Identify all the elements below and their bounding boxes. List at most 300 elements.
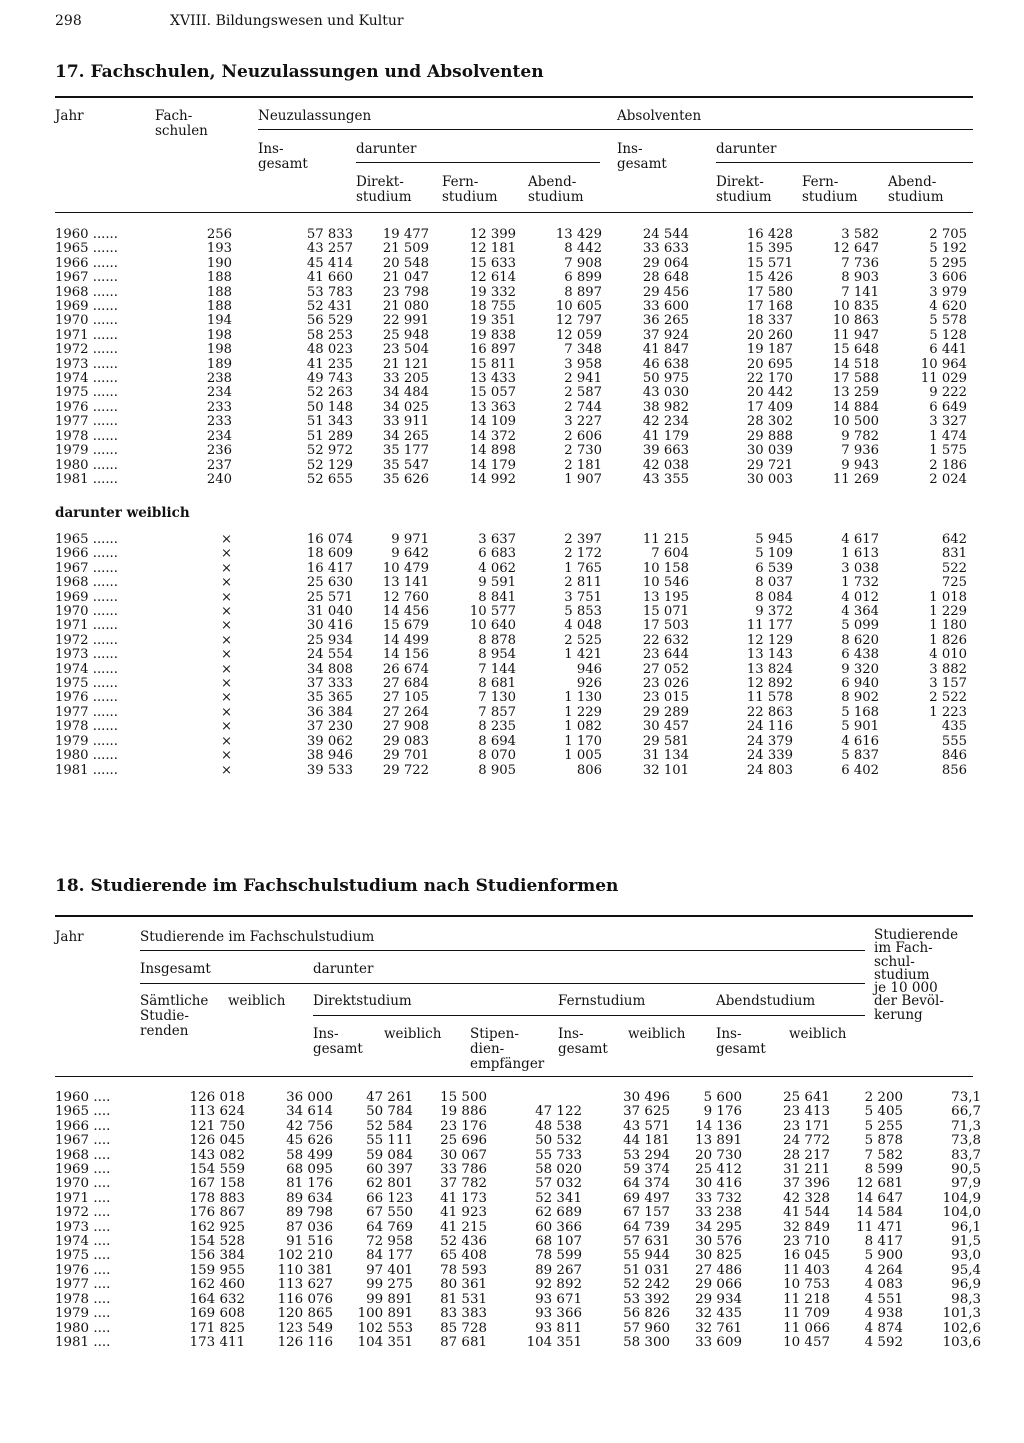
value-cell: 14 884 (832, 399, 879, 415)
table-row (55, 619, 967, 633)
year-cell: 1974 ...... (55, 661, 118, 677)
year-cell: 1967 ...... (55, 560, 118, 576)
year-cell: 1977 ...... (55, 704, 118, 720)
value-cell: 29 456 (642, 284, 689, 300)
value-cell: 33 633 (642, 241, 689, 257)
table-row (55, 401, 967, 415)
t17-h-absolventen: Absolventen (617, 108, 702, 124)
value-cell: 5 578 (929, 313, 967, 329)
value-cell: 22 991 (382, 313, 429, 329)
value-cell: 64 374 (623, 1176, 670, 1192)
value-cell: 5 192 (929, 241, 967, 257)
value-cell: 8 954 (478, 647, 516, 663)
value-cell: 78 593 (440, 1262, 487, 1278)
table-row (55, 358, 967, 372)
value-cell: 8 070 (478, 748, 516, 764)
value-cell: 99 275 (366, 1277, 413, 1293)
table-row (55, 634, 967, 648)
value-cell: × (220, 676, 232, 692)
value-cell: 39 663 (642, 443, 689, 459)
value-cell: 7 604 (651, 546, 689, 562)
table18-title: 18. Studierende im Fachschulstudium nach Studienformen (55, 876, 619, 896)
table-row (55, 386, 967, 400)
value-cell: 52 655 (306, 471, 353, 487)
value-cell: 846 (941, 748, 967, 764)
value-cell: 32 849 (783, 1219, 830, 1235)
table-row (55, 749, 967, 763)
value-cell: 102 210 (277, 1248, 333, 1264)
value-cell: 9 782 (841, 428, 879, 444)
value-cell: 39 533 (306, 762, 353, 778)
value-cell: 51 289 (306, 428, 353, 444)
year-cell: 1972 .... (55, 1205, 111, 1221)
value-cell: 110 381 (277, 1262, 333, 1278)
table-row (55, 706, 967, 720)
value-cell: × (220, 661, 232, 677)
value-cell: 1 018 (929, 589, 967, 605)
value-cell: 16 074 (306, 532, 353, 547)
value-cell: 89 798 (286, 1205, 333, 1221)
value-cell: 1 005 (564, 748, 602, 764)
value-cell: 16 428 (746, 227, 793, 242)
value-cell: 24 379 (746, 733, 793, 749)
year-cell: 1981 ...... (55, 762, 118, 778)
t18-h-direktstudium: Direktstudium (313, 993, 412, 1009)
value-cell: × (220, 704, 232, 720)
table-row (55, 1264, 981, 1278)
value-cell: 13 433 (469, 371, 516, 387)
table18-body (55, 1091, 981, 1350)
t18-h-abend-ins: Ins- gesamt (716, 1026, 766, 1057)
value-cell: 17 580 (746, 284, 793, 300)
value-cell: 41 544 (783, 1205, 830, 1221)
value-cell: 25 630 (306, 575, 353, 591)
value-cell: 24 803 (746, 762, 793, 778)
value-cell: 57 032 (535, 1176, 582, 1192)
value-cell: 113 627 (277, 1277, 333, 1293)
value-cell: 13 824 (746, 661, 793, 677)
value-cell: 64 769 (366, 1219, 413, 1235)
value-cell: 5 128 (929, 327, 967, 343)
t18-h-studierende: Studierende im Fachschulstudium (140, 929, 375, 945)
table-row (55, 1249, 981, 1263)
value-cell: 30 416 (695, 1176, 742, 1192)
table-row (55, 314, 967, 328)
value-cell: 198 (206, 327, 232, 343)
value-cell: 97,9 (951, 1176, 981, 1192)
value-cell: 20 260 (746, 327, 793, 343)
year-cell: 1965 .... (55, 1104, 111, 1120)
year-cell: 1975 ...... (55, 676, 118, 692)
table-row (55, 444, 967, 458)
value-cell: 126 018 (189, 1090, 245, 1105)
value-cell: 2 744 (564, 399, 602, 415)
table-row (55, 562, 967, 576)
value-cell: 7 736 (841, 255, 879, 271)
value-cell: 81 176 (286, 1176, 333, 1192)
value-cell: 16 045 (783, 1248, 830, 1264)
value-cell: 188 (206, 270, 232, 286)
value-cell: 28 217 (783, 1147, 830, 1163)
value-cell: 12 399 (469, 227, 516, 242)
table-row (55, 257, 967, 271)
value-cell: 121 750 (189, 1118, 245, 1134)
value-cell: 522 (941, 560, 967, 576)
value-cell: 23 176 (440, 1118, 487, 1134)
value-cell: 23 504 (382, 342, 429, 358)
value-cell: 20 548 (382, 255, 429, 271)
value-cell: 1 223 (929, 704, 967, 720)
value-cell: 4 062 (478, 560, 516, 576)
value-cell: 1 765 (564, 560, 602, 576)
value-cell: 6 438 (841, 647, 879, 663)
value-cell: 10 863 (832, 313, 879, 329)
value-cell: 9 320 (841, 661, 879, 677)
value-cell: 52 436 (440, 1234, 487, 1250)
value-cell: 14 179 (469, 457, 516, 473)
table-row (55, 1134, 981, 1148)
table-row (55, 648, 967, 662)
table-row (55, 735, 967, 749)
value-cell: 24 554 (306, 647, 353, 663)
value-cell: 1 180 (929, 618, 967, 634)
value-cell: 102 553 (357, 1320, 413, 1336)
value-cell: 11 947 (832, 327, 879, 343)
value-cell: 23 798 (382, 284, 429, 300)
year-cell: 1969 .... (55, 1162, 111, 1178)
value-cell: 1 826 (929, 632, 967, 648)
value-cell: 3 227 (564, 414, 602, 430)
value-cell: 2 397 (564, 532, 602, 547)
value-cell: 55 733 (535, 1147, 582, 1163)
value-cell: 36 265 (642, 313, 689, 329)
value-cell: 93 811 (535, 1320, 582, 1336)
value-cell: 2 186 (929, 457, 967, 473)
value-cell: 67 550 (366, 1205, 413, 1221)
value-cell: 16 417 (306, 560, 353, 576)
value-cell: 14 992 (469, 471, 516, 487)
value-cell: 14 499 (382, 632, 429, 648)
value-cell: 4 616 (841, 733, 879, 749)
value-cell: 27 908 (382, 719, 429, 735)
value-cell: 234 (206, 428, 232, 444)
value-cell: 32 101 (642, 762, 689, 778)
value-cell: 194 (206, 313, 232, 329)
value-cell: 102,6 (942, 1320, 981, 1336)
value-cell: 34 614 (286, 1104, 333, 1120)
year-cell: 1965 ...... (55, 532, 118, 547)
value-cell: 29 066 (695, 1277, 742, 1293)
value-cell: 93 671 (535, 1291, 582, 1307)
value-cell: 33 205 (382, 371, 429, 387)
value-cell: 23 413 (783, 1104, 830, 1120)
value-cell: 1 170 (564, 733, 602, 749)
value-cell: 47 261 (366, 1090, 413, 1105)
value-cell: 23 644 (642, 647, 689, 663)
value-cell: 59 374 (623, 1162, 670, 1178)
value-cell: 12 181 (469, 241, 516, 257)
value-cell: 11 403 (783, 1262, 830, 1278)
value-cell: 555 (941, 733, 967, 749)
value-cell: 2 730 (564, 443, 602, 459)
year-cell: 1981 ...... (55, 471, 118, 487)
value-cell: 162 925 (189, 1219, 245, 1235)
value-cell: × (220, 748, 232, 764)
value-cell: 35 177 (382, 443, 429, 459)
value-cell: 10 546 (642, 575, 689, 591)
value-cell: 58 300 (623, 1334, 670, 1350)
value-cell: 52 341 (535, 1190, 582, 1206)
value-cell: 126 116 (277, 1334, 333, 1350)
value-cell: 1 229 (929, 604, 967, 620)
value-cell: 6 441 (929, 342, 967, 358)
t17-h-nz-direkt: Direkt- studium (356, 174, 412, 205)
value-cell: 12 059 (555, 327, 602, 343)
value-cell: 37 782 (440, 1176, 487, 1192)
value-cell: 10 605 (555, 299, 602, 315)
value-cell: 11 578 (746, 690, 793, 706)
value-cell: 16 897 (469, 342, 516, 358)
value-cell: 58 253 (306, 327, 353, 343)
value-cell: 104,9 (942, 1190, 981, 1206)
value-cell: 5 600 (703, 1090, 742, 1105)
value-cell: 56 529 (306, 313, 353, 329)
t17-h-nz-insgesamt: Ins- gesamt (258, 141, 308, 172)
value-cell: 66,7 (951, 1104, 981, 1120)
value-cell: 42 328 (783, 1190, 830, 1206)
value-cell: 120 865 (277, 1306, 333, 1322)
value-cell: 57 631 (623, 1234, 670, 1250)
table-row (55, 1120, 981, 1134)
value-cell: 30 496 (623, 1090, 670, 1105)
value-cell: 233 (206, 414, 232, 430)
t17-h-jahr: Jahr (55, 108, 84, 124)
year-cell: 1966 ...... (55, 546, 118, 562)
value-cell: 12 797 (555, 313, 602, 329)
value-cell: 5 405 (864, 1104, 903, 1120)
value-cell: 4 048 (564, 618, 602, 634)
value-cell: 52 129 (306, 457, 353, 473)
value-cell: 96,1 (951, 1219, 981, 1235)
value-cell: 3 751 (564, 589, 602, 605)
value-cell: 167 158 (189, 1176, 245, 1192)
value-cell: 14 372 (469, 428, 516, 444)
table17-main-body (55, 228, 967, 487)
t18-h-saemtliche: Sämtliche Studie- renden (140, 993, 209, 1039)
table-row (55, 533, 967, 547)
value-cell: 34 808 (306, 661, 353, 677)
value-cell: 14 156 (382, 647, 429, 663)
year-cell: 1976 ...... (55, 690, 118, 706)
value-cell: 33 609 (695, 1334, 742, 1350)
value-cell: 173 411 (189, 1334, 245, 1350)
value-cell: 11 471 (856, 1219, 903, 1235)
table-row (55, 286, 967, 300)
value-cell: 4 083 (864, 1277, 903, 1293)
value-cell: 51 343 (306, 414, 353, 430)
value-cell: 50 532 (535, 1133, 582, 1149)
value-cell: 15 648 (832, 342, 879, 358)
year-cell: 1970 ...... (55, 313, 118, 329)
value-cell: 97 401 (366, 1262, 413, 1278)
year-cell: 1976 .... (55, 1262, 111, 1278)
value-cell: 29 064 (642, 255, 689, 271)
value-cell: 856 (941, 762, 967, 778)
value-cell: 50 148 (306, 399, 353, 415)
value-cell: 11 177 (746, 618, 793, 634)
value-cell: 13 143 (746, 647, 793, 663)
value-cell: 21 047 (382, 270, 429, 286)
t18-h-abend-weibl: weiblich (789, 1026, 847, 1042)
value-cell: 7 857 (478, 704, 516, 720)
value-cell: 12 647 (832, 241, 879, 257)
year-cell: 1977 ...... (55, 414, 118, 430)
value-cell: 237 (206, 457, 232, 473)
value-cell: 236 (206, 443, 232, 459)
value-cell: 5 900 (864, 1248, 903, 1264)
value-cell: 7 582 (864, 1147, 903, 1163)
value-cell: 24 544 (642, 227, 689, 242)
value-cell: 22 170 (746, 371, 793, 387)
value-cell: 15 679 (382, 618, 429, 634)
value-cell: 52 584 (366, 1118, 413, 1134)
value-cell: 14 456 (382, 604, 429, 620)
t18-rule-1 (140, 950, 865, 951)
value-cell: 1 130 (564, 690, 602, 706)
value-cell: 34 025 (382, 399, 429, 415)
value-cell: 30 067 (440, 1147, 487, 1163)
year-cell: 1978 ...... (55, 428, 118, 444)
year-cell: 1969 ...... (55, 299, 118, 315)
value-cell: 41 660 (306, 270, 353, 286)
value-cell: 62 689 (535, 1205, 582, 1221)
year-cell: 1977 .... (55, 1277, 111, 1293)
value-cell: × (220, 589, 232, 605)
value-cell: 7 130 (478, 690, 516, 706)
value-cell: 234 (206, 385, 232, 401)
value-cell: 6 940 (841, 676, 879, 692)
value-cell: 1 613 (841, 546, 879, 562)
value-cell: 52 242 (623, 1277, 670, 1293)
table-row (55, 300, 967, 314)
table-row (55, 242, 967, 256)
value-cell: 37 333 (306, 676, 353, 692)
value-cell: 23 015 (642, 690, 689, 706)
year-cell: 1981 .... (55, 1334, 111, 1350)
value-cell: 10 835 (832, 299, 879, 315)
value-cell: 116 076 (277, 1291, 333, 1307)
table-row (55, 329, 967, 343)
t17-header-bottom-rule (55, 212, 973, 213)
table-row (55, 1221, 981, 1235)
value-cell: 19 886 (440, 1104, 487, 1120)
value-cell: 25 934 (306, 632, 353, 648)
table-row (55, 1278, 981, 1292)
table-row (55, 1163, 981, 1177)
value-cell: 19 187 (746, 342, 793, 358)
value-cell: 29 581 (642, 733, 689, 749)
value-cell: 725 (941, 575, 967, 591)
year-cell: 1979 .... (55, 1306, 111, 1322)
value-cell: 256 (206, 227, 232, 242)
t17-h-ab-fern: Fern- studium (802, 174, 858, 205)
value-cell: 2 024 (929, 471, 967, 487)
year-cell: 1980 ...... (55, 748, 118, 764)
value-cell: 113 624 (189, 1104, 245, 1120)
value-cell: 21 080 (382, 299, 429, 315)
value-cell: 99 891 (366, 1291, 413, 1307)
value-cell: 11 066 (783, 1320, 830, 1336)
table-row (55, 1177, 981, 1191)
value-cell: 12 681 (856, 1176, 903, 1192)
value-cell: 22 863 (746, 704, 793, 720)
value-cell: 4 364 (841, 604, 879, 620)
value-cell: × (220, 575, 232, 591)
value-cell: 3 038 (841, 560, 879, 576)
value-cell: 30 825 (695, 1248, 742, 1264)
year-cell: 1975 .... (55, 1248, 111, 1264)
value-cell: 3 637 (478, 532, 516, 547)
value-cell: 19 332 (469, 284, 516, 300)
table17-weiblich-body (55, 533, 967, 778)
value-cell: 41 215 (440, 1219, 487, 1235)
value-cell: 30 457 (642, 719, 689, 735)
value-cell: 67 157 (623, 1205, 670, 1221)
value-cell: 37 230 (306, 719, 353, 735)
value-cell: 30 003 (746, 471, 793, 487)
value-cell: 8 417 (864, 1234, 903, 1250)
value-cell: 9 943 (841, 457, 879, 473)
value-cell: 29 888 (746, 428, 793, 444)
value-cell: 59 084 (366, 1147, 413, 1163)
value-cell: 6 683 (478, 546, 516, 562)
year-cell: 1960 .... (55, 1090, 111, 1105)
table-row (55, 459, 967, 473)
value-cell: 2 200 (864, 1090, 903, 1105)
value-cell: × (220, 719, 232, 735)
value-cell: 47 122 (535, 1104, 582, 1120)
value-cell: 5 109 (755, 546, 793, 562)
value-cell: 15 571 (746, 255, 793, 271)
value-cell: 52 972 (306, 443, 353, 459)
value-cell: 2 941 (564, 371, 602, 387)
value-cell: 13 195 (642, 589, 689, 605)
value-cell: 11 215 (642, 532, 689, 547)
value-cell: 33 238 (695, 1205, 742, 1221)
year-cell: 1968 .... (55, 1147, 111, 1163)
year-cell: 1973 ...... (55, 356, 118, 372)
value-cell: 8 694 (478, 733, 516, 749)
value-cell: 58 020 (535, 1162, 582, 1178)
value-cell: 198 (206, 342, 232, 358)
value-cell: 13 141 (382, 575, 429, 591)
table-row (55, 591, 967, 605)
year-cell: 1973 .... (55, 1219, 111, 1235)
value-cell: 33 911 (382, 414, 429, 430)
value-cell: 5 945 (755, 532, 793, 547)
value-cell: 159 955 (189, 1262, 245, 1278)
value-cell: 13 363 (469, 399, 516, 415)
value-cell (487, 1091, 582, 1105)
value-cell: 4 551 (864, 1291, 903, 1307)
value-cell: 14 136 (695, 1118, 742, 1134)
value-cell: 188 (206, 284, 232, 300)
t18-h-fern-ins: Ins- gesamt (558, 1026, 608, 1057)
value-cell: 73,1 (951, 1090, 981, 1105)
value-cell: 87 681 (440, 1334, 487, 1350)
year-cell: 1978 .... (55, 1291, 111, 1307)
t18-h-weiblich-ins: weiblich (228, 993, 286, 1009)
